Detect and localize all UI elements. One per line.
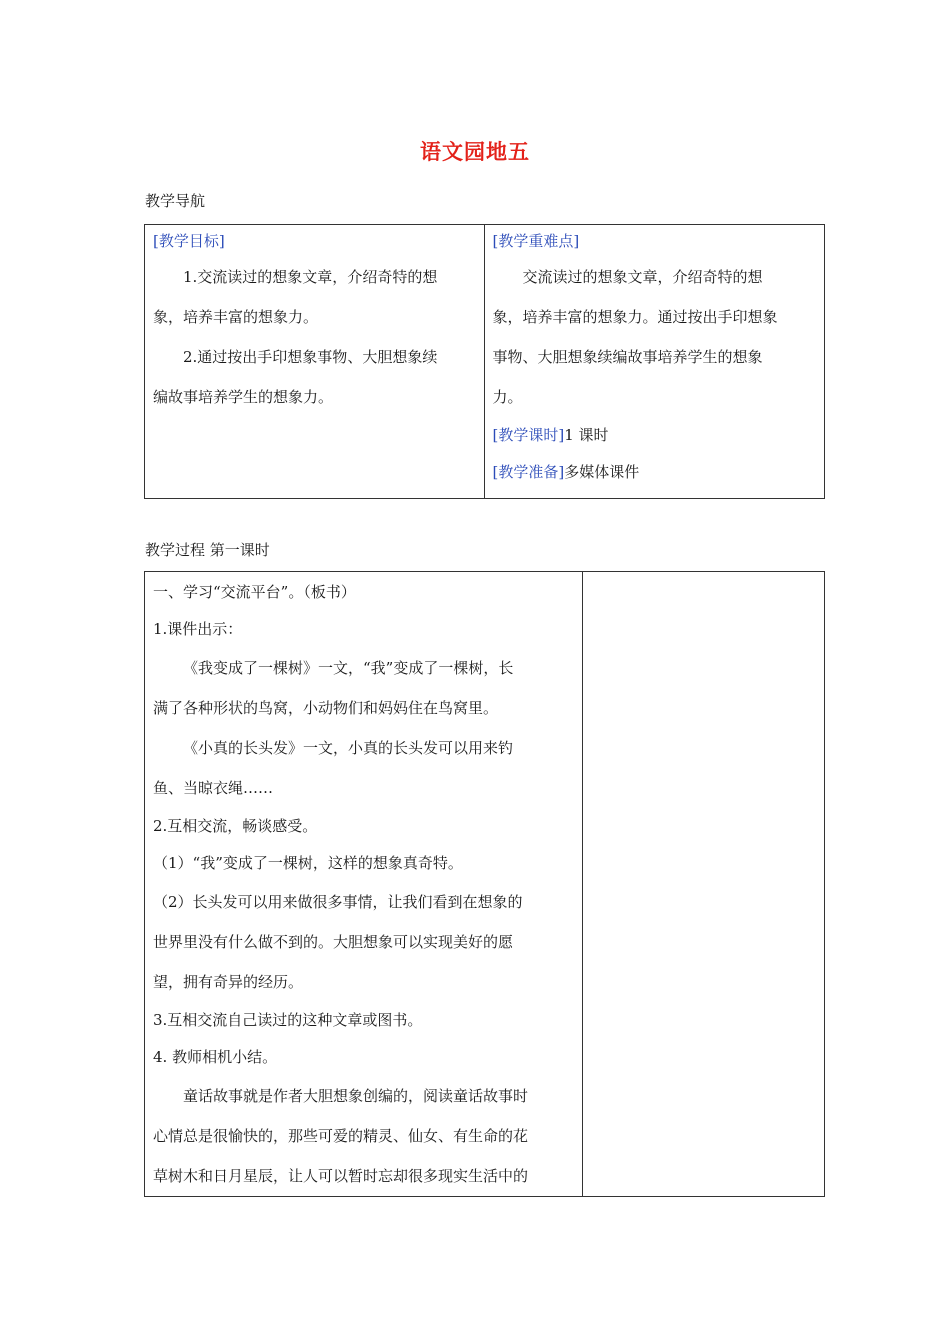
- process-line: 3.互相交流自己读过的这种文章或图书。: [153, 1011, 423, 1029]
- goals-line: 编故事培养学生的想象力。: [153, 388, 334, 406]
- process-line: （2）长头发可以用来做很多事情，让我们看到在想象的: [153, 893, 523, 911]
- key-points-heading: [教学重难点]: [492, 232, 580, 250]
- process-line: 草树木和日月星辰，让人可以暂时忘却很多现实生活中的: [153, 1167, 529, 1185]
- hours-row: [493, 417, 817, 454]
- key-points-line: 力。: [492, 388, 523, 406]
- process-line: 2.互相交流，畅谈感受。: [153, 817, 318, 835]
- goals-line: 象，培养丰富的想象力。: [153, 308, 319, 326]
- process-line: 世界里没有什么做不到的。大胆想象可以实现美好的愿: [153, 933, 514, 951]
- navigation-table: [144, 224, 825, 499]
- goals-heading: [教学目标]: [153, 232, 225, 250]
- process-line: 童话故事就是作者大胆想象创编的，阅读童话故事时: [183, 1087, 529, 1105]
- prep-value: 多媒体课件: [564, 463, 640, 481]
- process-line: 鱼、当晾衣绳……: [153, 779, 274, 797]
- prep-label: [教学准备]: [492, 463, 565, 481]
- key-points-cell: [484, 225, 825, 499]
- process-line: （1）“我”变成了一棵树，这样的想象真奇特。: [153, 854, 463, 872]
- process-line: 心情总是很愉快的，那些可爱的精灵、仙女、有生命的花: [153, 1127, 529, 1145]
- process-content-cell: [145, 572, 583, 1197]
- key-points-line: 事物、大胆想象续编故事培养学生的想象: [492, 348, 763, 366]
- process-line: 望，拥有奇异的经历。: [153, 973, 304, 991]
- process-notes-cell: [582, 572, 824, 1197]
- page-title: 语文园地五: [420, 139, 530, 164]
- process-line: 满了各种形状的鸟窝，小动物们和妈妈住在鸟窝里。: [153, 699, 499, 717]
- goals-cell: [145, 225, 485, 499]
- goals-line: 2.通过按出手印想象事物、大胆想象续: [183, 348, 438, 366]
- process-line: 一、学习“交流平台”。（板书）: [153, 583, 356, 601]
- key-points-line: 象，培养丰富的想象力。通过按出手印想象: [492, 308, 778, 326]
- process-line: 《我变成了一棵树》一文，“我”变成了一棵树，长: [183, 659, 514, 677]
- process-label: 教学过程 第一课时: [145, 541, 270, 559]
- process-line: 1.课件出示：: [153, 620, 243, 638]
- process-table: [144, 571, 825, 1197]
- process-line: 《小真的长头发》一文，小真的长头发可以用来钓: [183, 739, 514, 757]
- hours-label: [教学课时]: [492, 426, 565, 444]
- key-points-line: 交流读过的想象文章，介绍奇特的想: [522, 268, 763, 286]
- nav-label: 教学导航: [145, 192, 206, 210]
- hours-value: 1 课时: [564, 426, 609, 444]
- prep-row: [493, 454, 817, 491]
- process-line: 4. 教师相机小结。: [153, 1048, 278, 1066]
- goals-line: 1.交流读过的想象文章，介绍奇特的想: [183, 268, 438, 286]
